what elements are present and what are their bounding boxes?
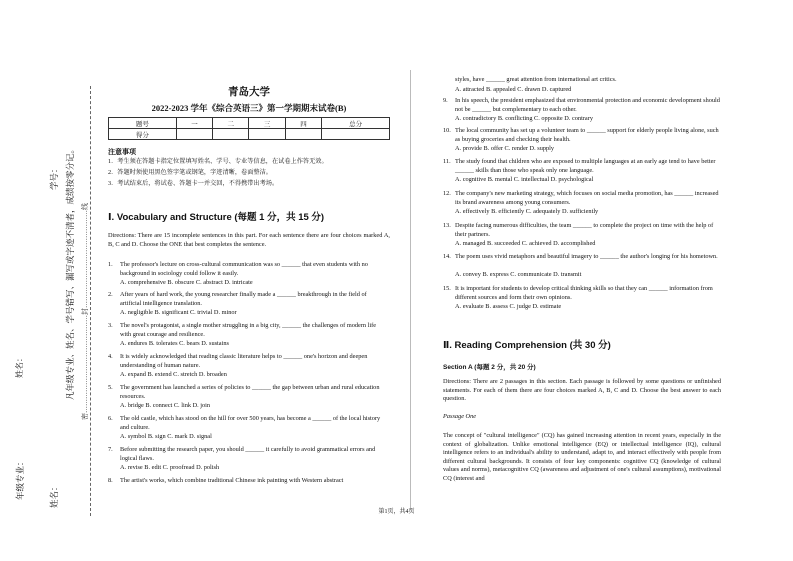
exam-title: 2022-2023 学年《综合英语三》第一学期期末试卷(B) [151,103,347,113]
page-footer: 第1页，共4页 [378,509,415,515]
question-number: 14. [443,253,451,260]
note-item: 1．考生须在答题卡指定位置填写姓名、学号、专业等信息，在试卷上作答无效。 [108,158,328,165]
section2-title: Ⅱ. Reading Comprehension (共 30 分) [443,340,611,351]
notes-title: 注意事项 [108,148,136,156]
binding-warning: 凡年级专业、姓名、学号错写、漏写或字迹不清者，成绩按零分记。 [65,144,75,400]
question-text: The professor's lecture on cross-cultural communication was so ______ that even students with no background in sociology could follow it easily. [120,261,368,277]
score-cell: 一 [176,118,212,129]
question-text: The government has launched a series of policies to ______ the gap between urban and rural education resources. [120,384,380,400]
question-number: 9. [443,97,448,104]
question-options: A. negligible B. significant C. trivial D. minor [120,309,237,316]
score-cell: 三 [249,118,285,129]
question-number: 10. [443,127,451,134]
passage-label: Passage One [443,413,477,420]
question-options: A. provide B. offer C. render D. supply [455,145,555,152]
question-options: A. cognitive B. mental C. intellectual D. psychological [455,176,594,183]
question-options: A. bridge B. connect C. link D. join [120,402,211,409]
question-options: A. convey B. express C. communicate D. transmit [455,271,582,278]
grade-major-label: 年级专业： [15,457,25,500]
score-cell: 二 [213,118,249,129]
section1-directions: Directions: There are 15 incomplete sentences in this part. For each sentence there are four choices marked A, B, C and D. Choose the ONE that best completes the sentence. [108,232,390,248]
question-options: A. comprehensive B. obscure C. abstract D. intricate [120,279,253,286]
score-cell: 得分 [109,129,177,140]
question-number: 11. [443,158,451,165]
question-number: 5. [108,384,113,391]
score-cell [213,129,249,140]
section2-directions: Directions: There are 2 passages in this section. Each passage is followed by some questions or unfinished statements. For each of them there are four choices marked A, B, C and D. Choose the best answer to each question. [443,378,721,403]
question-text: styles, have ______ great attention from international art critics. [455,76,617,83]
question-number: 12. [443,190,451,197]
score-cell [322,129,390,140]
question-options: A. symbol B. sign C. mark D. signal [120,433,212,440]
seal-line-text: 密……………………………………封……………………………………线 [81,203,89,420]
question-options: A. expand B. extend C. stretch D. broaden [120,371,227,378]
question-options: A. contradictory B. conflicting C. opposite D. contrary [455,115,593,122]
question-text: The local community has set up a volunteer team to ______ support for elderly people living alone, such as buying groceries and checking their health. [455,127,719,143]
question-text: The artist's works, which combine traditional Chinese ink painting with Western abstract [120,477,344,484]
score-table-header-row [109,118,390,129]
question-options: A. revise B. edit C. proofread D. polish [120,464,220,471]
question-options: A. effectively B. efficiently C. adequately D. sufficiently [455,208,599,215]
score-cell: 总分 [322,118,390,129]
question-text: It is important for students to develop critical thinking skills so that they can ______ information from different sources and form their own opinions. [455,285,713,301]
question-text: The poem uses vivid metaphors and beautiful imagery to ______ the author's longing for his hometown. [455,253,718,260]
question-options: A. evaluate B. assess C. judge D. estimate [455,303,562,310]
question-text: The company's new marketing strategy, which focuses on social media promotion, has ______ increased its brand awareness among young consumers. [455,190,719,206]
question-text: Despite facing numerous difficulties, the team ______ to complete the project on time with the help of their partners. [455,222,714,238]
question-options: A. managed B. succeeded C. achieved D. accomplished [455,240,596,247]
question-text: The novel's protagonist, a single mother struggling in a big city, ______ the challenges of modern life with great courage and resilience. [120,322,377,338]
score-cell [249,129,285,140]
question-text: In his speech, the president emphasized that environmental protection and economic development should not be ______ but complementary to each other. [455,97,720,113]
section1-title: Ⅰ. Vocabulary and Structure (每题 1 分，共 15 分) [108,212,325,223]
binding-margin [0,0,100,561]
question-options: A. endures B. tolerates C. bears D. sustains [120,340,229,347]
question-options: A. attracted B. appealed C. drawn D. captured [455,86,572,93]
score-table [108,117,390,140]
question-text: After years of hard work, the young researcher finally made a ______ breakthrough in the field of artificial intelligence translation. [120,291,367,307]
question-text: Before submitting the research paper, you should ______ it carefully to avoid grammatical errors and logical flaws. [120,446,376,462]
notes-list [108,156,328,189]
score-cell: 题号 [109,118,177,129]
question-text: The study found that children who are exposed to multiple languages at an early age tend to have better ______ skills than those who speak only one language. [455,158,716,174]
column-divider [410,70,411,510]
seal-dash-line [90,86,91,516]
question-number: 2. [108,291,113,298]
question-number: 1. [108,261,113,268]
score-cell [176,129,212,140]
question-number: 8. [108,477,113,484]
question-number: 7. [108,446,113,453]
question-text: It is widely acknowledged that reading classic literature helps to ______ one's horizon and deepen understanding of human nature. [120,353,368,369]
question-number: 15. [443,285,451,292]
score-cell [285,129,321,140]
note-item: 3．考试结束后，将试卷、答题卡一并交回，不得携带出考场。 [108,180,279,187]
question-number: 3. [108,322,113,329]
score-cell: 四 [285,118,321,129]
passage-one-text: The concept of "cultural intelligence" (CQ) has gained increasing attention in recent years, especially in the context of globalization. Unlike emotional intelligence (EQ) or intellectual intelligence (IQ), cultural intelligence refers to an individual's ability to understand, adapt to, and interact effectively with people from different cultural backgrounds. It consists of four key components: cognitive CQ (knowledge of cultural values and norms), metacognitive CQ (awareness and adjustment of one's cultural assumptions), motivational CQ (interest and [443,432,721,482]
student-id-label: 学号： [49,164,59,190]
question-number: 6. [108,415,113,422]
score-table-score-row [109,129,390,140]
question-text: The old castle, which has stood on the hill for over 500 years, has become a ______ of the local history and culture. [120,415,381,431]
name-label: 姓名： [49,482,59,508]
question-number: 13. [443,222,451,229]
note-item: 2．答题时须使用黑色签字笔或钢笔，字迹清晰，卷面整洁。 [108,169,272,176]
name-label-left: 姓名： [15,354,24,378]
university-name: 青岛大学 [228,87,270,98]
question-number: 4. [108,353,113,360]
section2-sub-a: Section A (每题 2 分，共 20 分) [443,364,536,371]
